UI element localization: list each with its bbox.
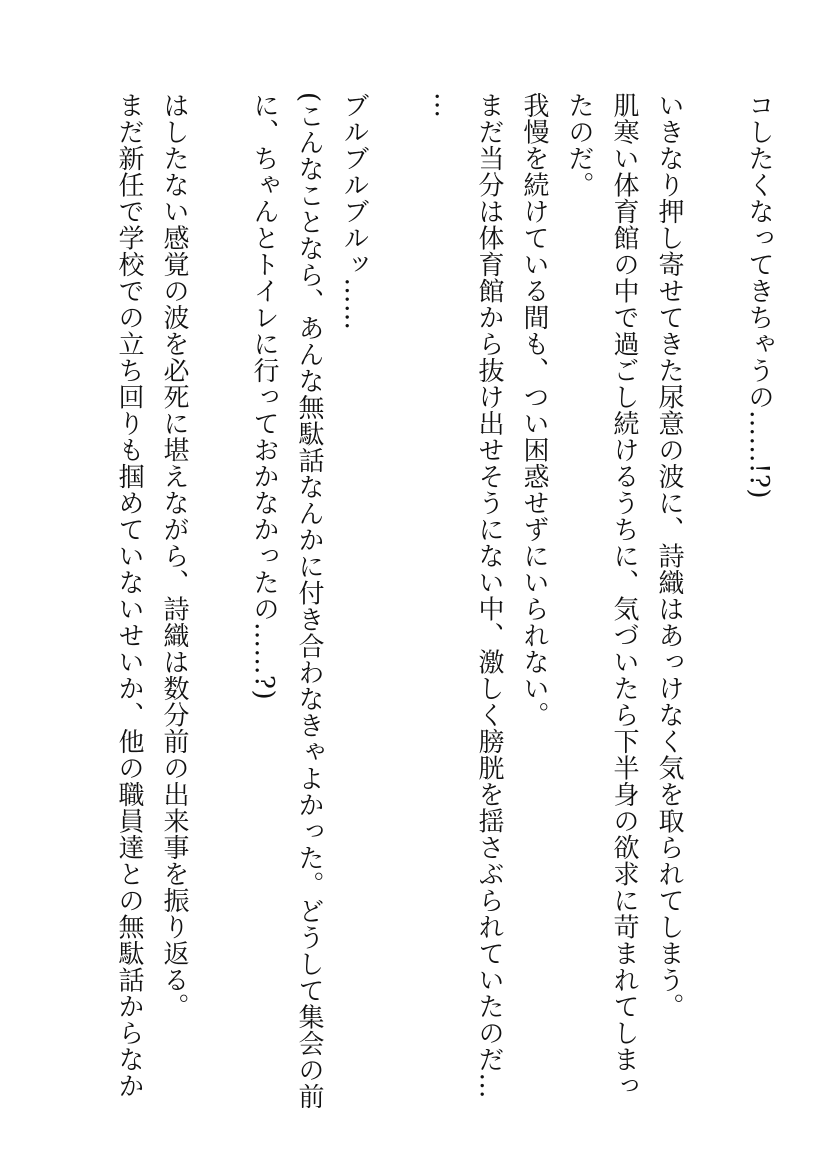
text-line: はしたない感覚の波を必死に堪えながら、詩織は数分前の出来事を振り返る。	[159, 92, 189, 1020]
text-line: ブルブルブルッ……	[339, 92, 369, 331]
blank-line	[196, 92, 241, 1092]
blank-line	[691, 92, 736, 1092]
text-line: に、ちゃんとトイレに行っておかなかったの……?)	[249, 92, 279, 701]
text-line: たのだ。	[564, 92, 594, 198]
text-line: 肌寒い体育館の中で過ごし続けるうちに、気づいたら下半身の欲求に苛まれてしまっ	[609, 92, 639, 1099]
text-line: いきなり押し寄せてきた尿意の波に、詩織はあっけなく気を取られてしまう。	[654, 92, 684, 1020]
text-line: まだ当分は体育館から抜け出せそうにない中、激しく膀胱を揺さぶられていたのだ…	[474, 92, 504, 1099]
text-line: まだ新任で学校での立ち回りも掴めていないせいか、他の職員達との無駄話からなか	[114, 92, 144, 1099]
text-line: コしたくなってきちゃうの……!?)	[744, 92, 774, 500]
text-line: 我慢を続けている間も、つい困惑せずにいられない。	[519, 92, 549, 728]
text-line: (こんなことなら、あんな無駄話なんかに付き合わなきゃよかった。どうして集会の前	[294, 92, 324, 1110]
vertical-text-body	[106, 92, 781, 1110]
text-line: …	[429, 92, 459, 119]
blank-line	[376, 92, 421, 1092]
